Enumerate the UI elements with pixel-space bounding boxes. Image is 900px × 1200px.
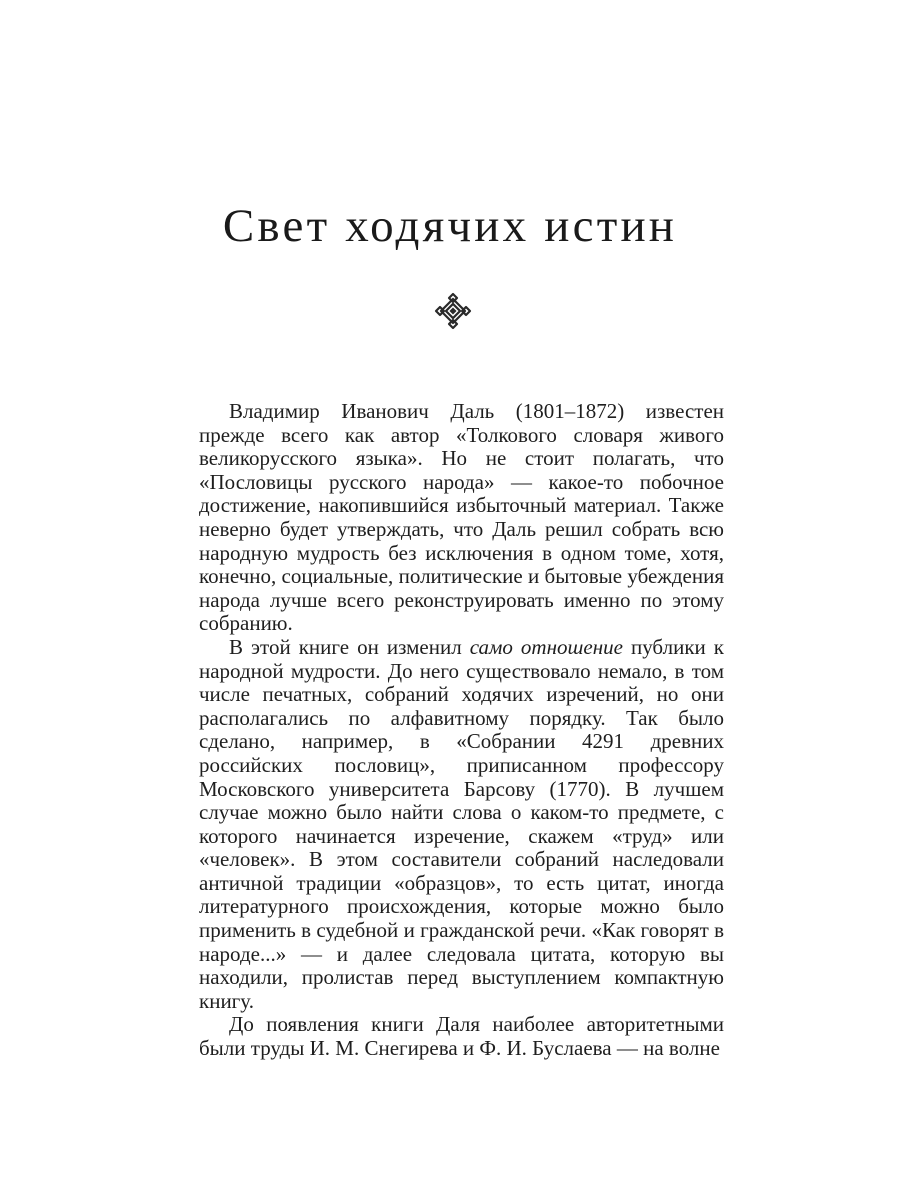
endless-knot-icon [434, 292, 472, 330]
paragraph-text: публики к народной мудрости. До него существовало немало, в том числе печатных, собраний ходячих изречений, но они располагались по алфавитному порядку. Так было сделано, например, в «Собрании 4291 древних российских пословиц», приписанном профессору Московского университета Барсову (1770). В лучшем случае можно было найти слова о каком-то предмете, с которого начинается изречение, скажем «труд» или «человек». В этом составители собраний наследовали античной традиции «образцов», то есть цитат, иногда литературного происхождения, которые можно было применить в судебной и гражданской речи. «Как говорят в народе...» — и далее следовала цитата, которую вы находили, пролистав перед выступлением компактную книгу. [199, 634, 724, 1013]
paragraph-text: В этой книге он изменил [229, 634, 470, 659]
body-text [199, 400, 724, 1061]
paragraph [199, 636, 724, 1014]
paragraph: Владимир Иванович Даль (1801–1872) известен прежде всего как автор «Толкового словаря живого великорусского языка». Но не стоит полагать, что «Пословицы русского народа» — какое-то побочное достижение, накопившийся избыточный материал. Также неверно будет утверждать, что Даль решил собрать всю народную мудрость без исключения в одном томе, хотя, конечно, социальные, политические и бытовые убеждения народа лучше всего реконструировать именно по этому собранию. [199, 399, 724, 636]
chapter-title: Свет ходячих истин [222, 200, 678, 252]
emphasized-phrase: само отношение [469, 634, 623, 659]
paragraph: До появления книги Даля наиболее авторитетными были труды И. М. Снегирева и Ф. И. Буслаева — на волне [199, 1012, 724, 1061]
